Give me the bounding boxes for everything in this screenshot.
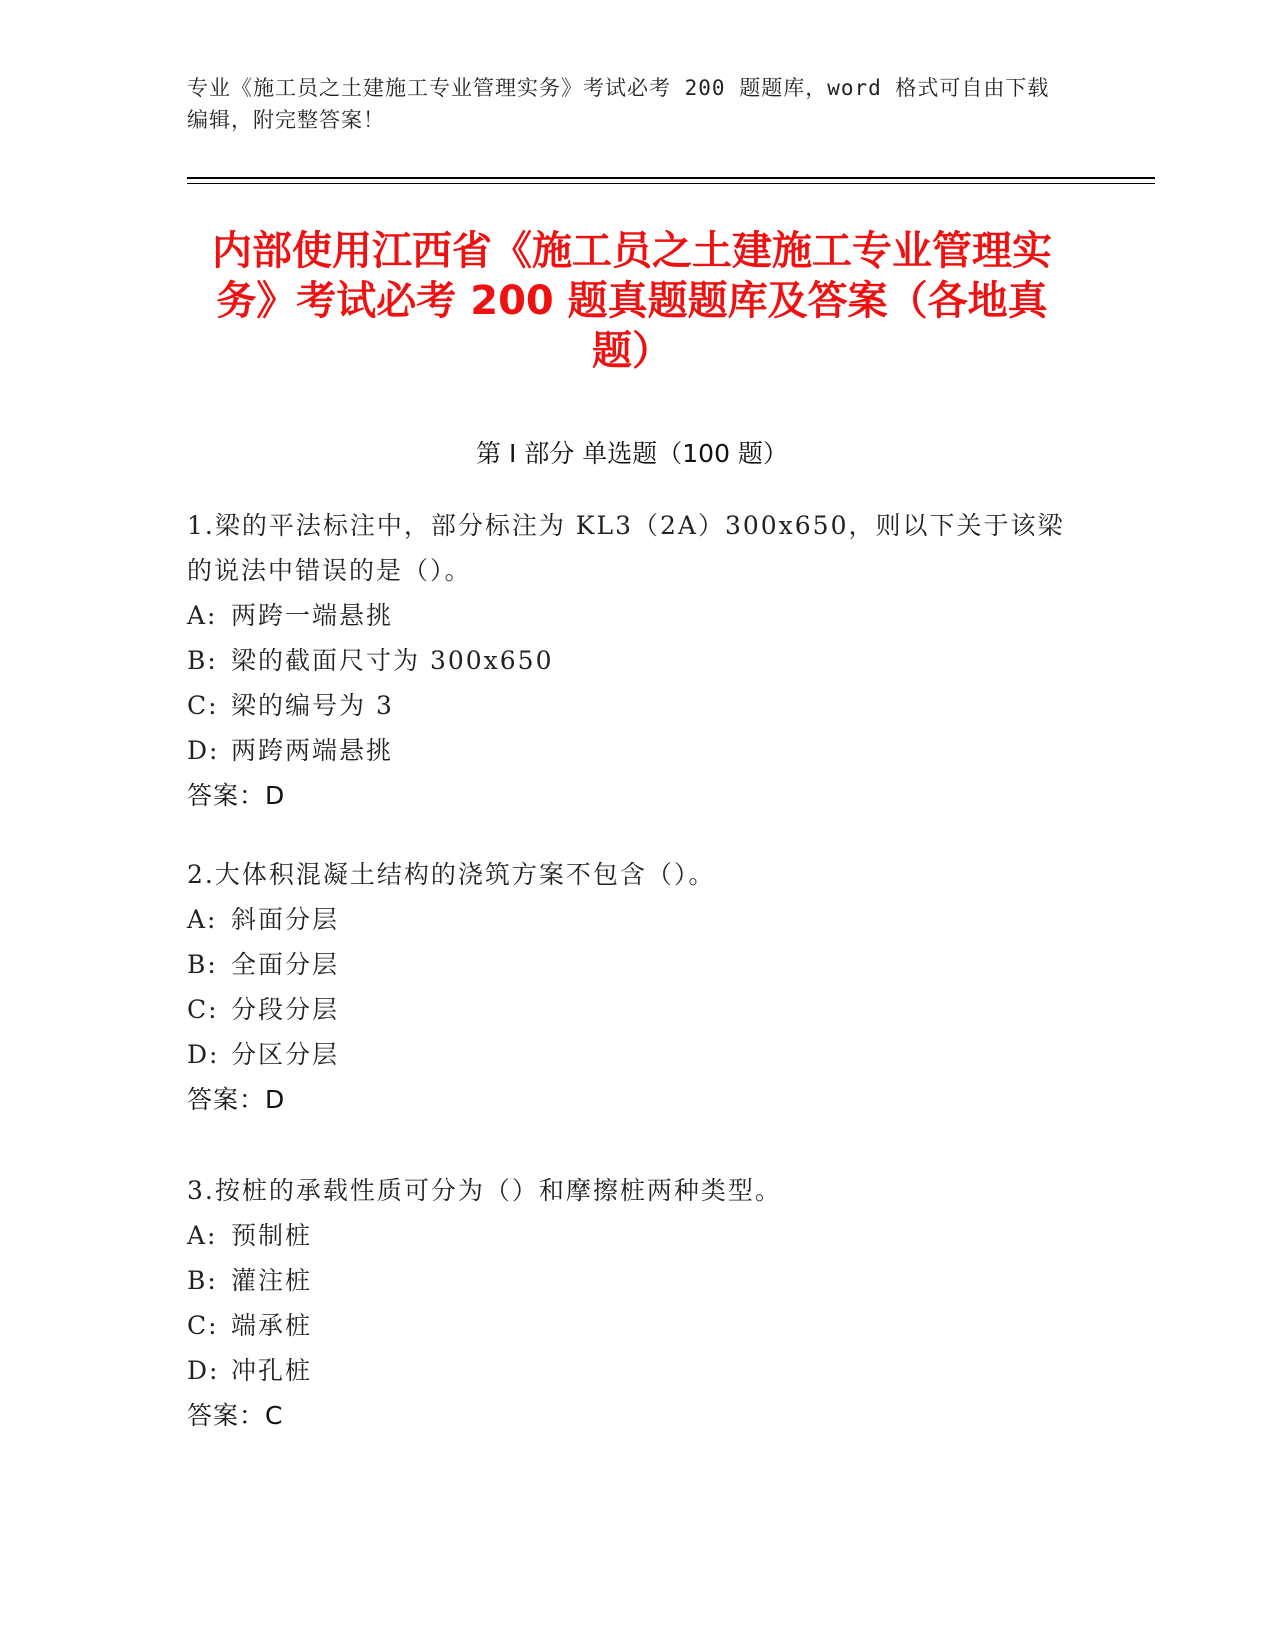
option-key: A: [187,601,218,630]
question-stem: 2.大体积混凝土结构的浇筑方案不包含（）。 [187,860,716,889]
option-c [187,987,1067,1032]
option-key: D: [187,1356,220,1385]
header-divider-thick [187,177,1155,179]
option-text: 分区分层 [231,1040,340,1069]
option-d [187,1032,1067,1077]
option-key: D: [187,736,220,765]
option-a [187,897,1067,942]
option-text: 预制桩 [231,1221,313,1250]
option-text: 斜面分层 [231,905,340,934]
option-text: 两跨两端悬挑 [231,736,394,765]
question-2 [187,852,1067,1122]
question-1 [187,503,1067,818]
option-d [187,1348,1067,1393]
option-text: 冲孔桩 [231,1356,313,1385]
option-text: 分段分层 [231,995,340,1024]
option-b [187,638,1067,683]
question-stem: 3.按桩的承载性质可分为（）和摩擦桩两种类型。 [187,1176,782,1205]
option-key: B: [187,646,218,675]
option-a [187,1213,1067,1258]
question-3 [187,1168,1067,1438]
option-text: 两跨一端悬挑 [231,601,394,630]
option-c [187,683,1067,728]
header-note: 专业《施工员之土建施工专业管理实务》考试必考 200 题题库，word 格式可自由下载编辑，附完整答案！ [187,76,1050,132]
answer-line: 答案：C [187,1401,284,1430]
option-key: B: [187,950,218,979]
option-b [187,942,1067,987]
answer-line: 答案：D [187,781,286,810]
document-title: 内部使用江西省《施工员之土建施工专业管理实务》考试必考 200 题真题题库及答案（各地真题） [212,228,1052,374]
option-d [187,728,1067,773]
question-stem: 1.梁的平法标注中，部分标注为 KL3（2A）300x650，则以下关于该梁的说法中错误的是（）。 [187,511,1065,585]
option-key: A: [187,1221,218,1250]
section-title: 第 I 部分 单选题（100 题） [476,439,788,468]
option-text: 灌注桩 [231,1266,313,1295]
option-text: 端承桩 [231,1311,313,1340]
option-text: 全面分层 [231,950,340,979]
option-key: A: [187,905,218,934]
option-key: B: [187,1266,218,1295]
option-key: D: [187,1040,220,1069]
answer-line: 答案：D [187,1085,286,1114]
option-text: 梁的编号为 3 [231,691,394,720]
option-key: C: [187,1311,219,1340]
option-key: C: [187,995,219,1024]
option-key: C: [187,691,219,720]
header-divider-thin [187,183,1155,184]
option-c [187,1303,1067,1348]
option-a [187,593,1067,638]
option-text: 梁的截面尺寸为 300x650 [231,646,554,675]
option-b [187,1258,1067,1303]
